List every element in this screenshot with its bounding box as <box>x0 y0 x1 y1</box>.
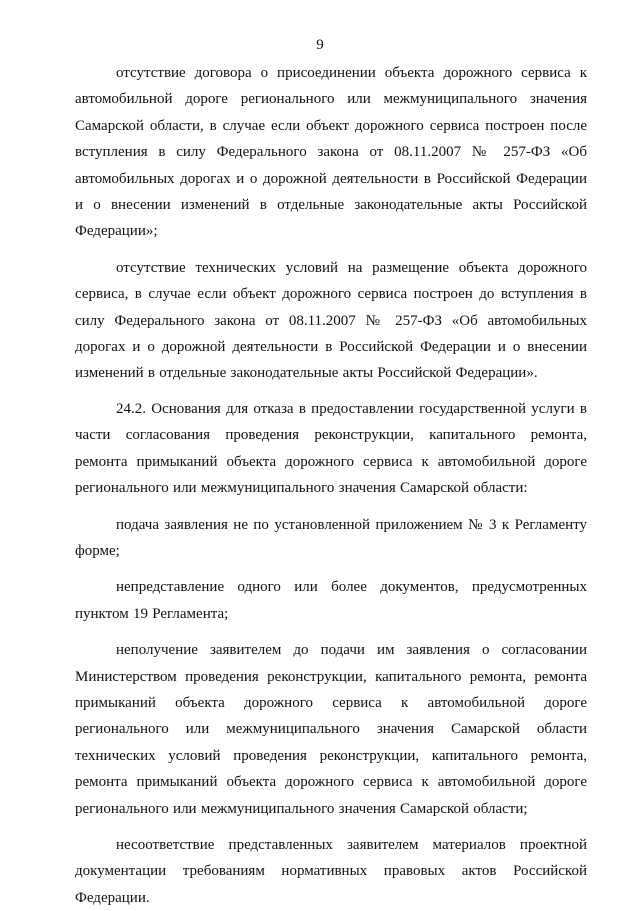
paragraph-no-connection-contract: отсутствие договора о присоединении объекта дорожного сервиса к автомобильной дороге регионального или межмуниципального значения Самарской области, в случае если объект дорожного сервиса построен после вступления в силу Федерального закона от 08.11.2007 № 257-ФЗ «Об автомобильных дорогах и о дорожной деятельности в Российской Федерации и о внесении изменений в отдельные законодательные акты Российской Федерации»; <box>75 65 587 240</box>
paragraph-nonconforming-design-docs: несоответствие представленных заявителем материалов проектной документации требованиям нормативных правовых актов Российской Федерации. <box>75 836 587 906</box>
paragraph-wrong-application-form: подача заявления не по установленной приложением № 3 к Регламенту форме; <box>75 516 587 559</box>
page-number: 9 <box>316 37 324 53</box>
document-body <box>75 60 587 911</box>
paragraph-missing-documents: непредставление одного или более документов, предусмотренных пунктом 19 Регламента; <box>75 579 587 622</box>
paragraph-no-technical-conditions: отсутствие технических условий на размещение объекта дорожного сервиса, в случае если объект дорожного сервиса построен до вступления в силу Федерального закона от 08.11.2007 № 257-ФЗ «Об автомобильных дорогах и о дорожной деятельности в Российской Федерации и о внесении изменений в отдельные законодательные акты Российской Федерации». <box>75 259 587 382</box>
paragraph-refusal-grounds-24-2: 24.2. Основания для отказа в предоставлении государственной услуги в части согласования проведения реконструкции, капитального ремонта, ремонта примыканий объекта дорожного сервиса к автомобильной дороге регионального или межмуниципального значения Самарской области: <box>75 400 587 497</box>
paragraph-no-reconstruction-conditions: неполучение заявителем до подачи им заявления о согласовании Министерством проведения реконструкции, капитального ремонта, ремонта примыканий объекта дорожного сервиса к автомобильной дороге регионального или межмуниципального значения Самарской области технических условий проведения реконструкции, капитального ремонта, ремонта примыканий объекта дорожного сервиса к автомобильной дороге регионального или межмуниципального значения Самарской области; <box>75 642 587 817</box>
